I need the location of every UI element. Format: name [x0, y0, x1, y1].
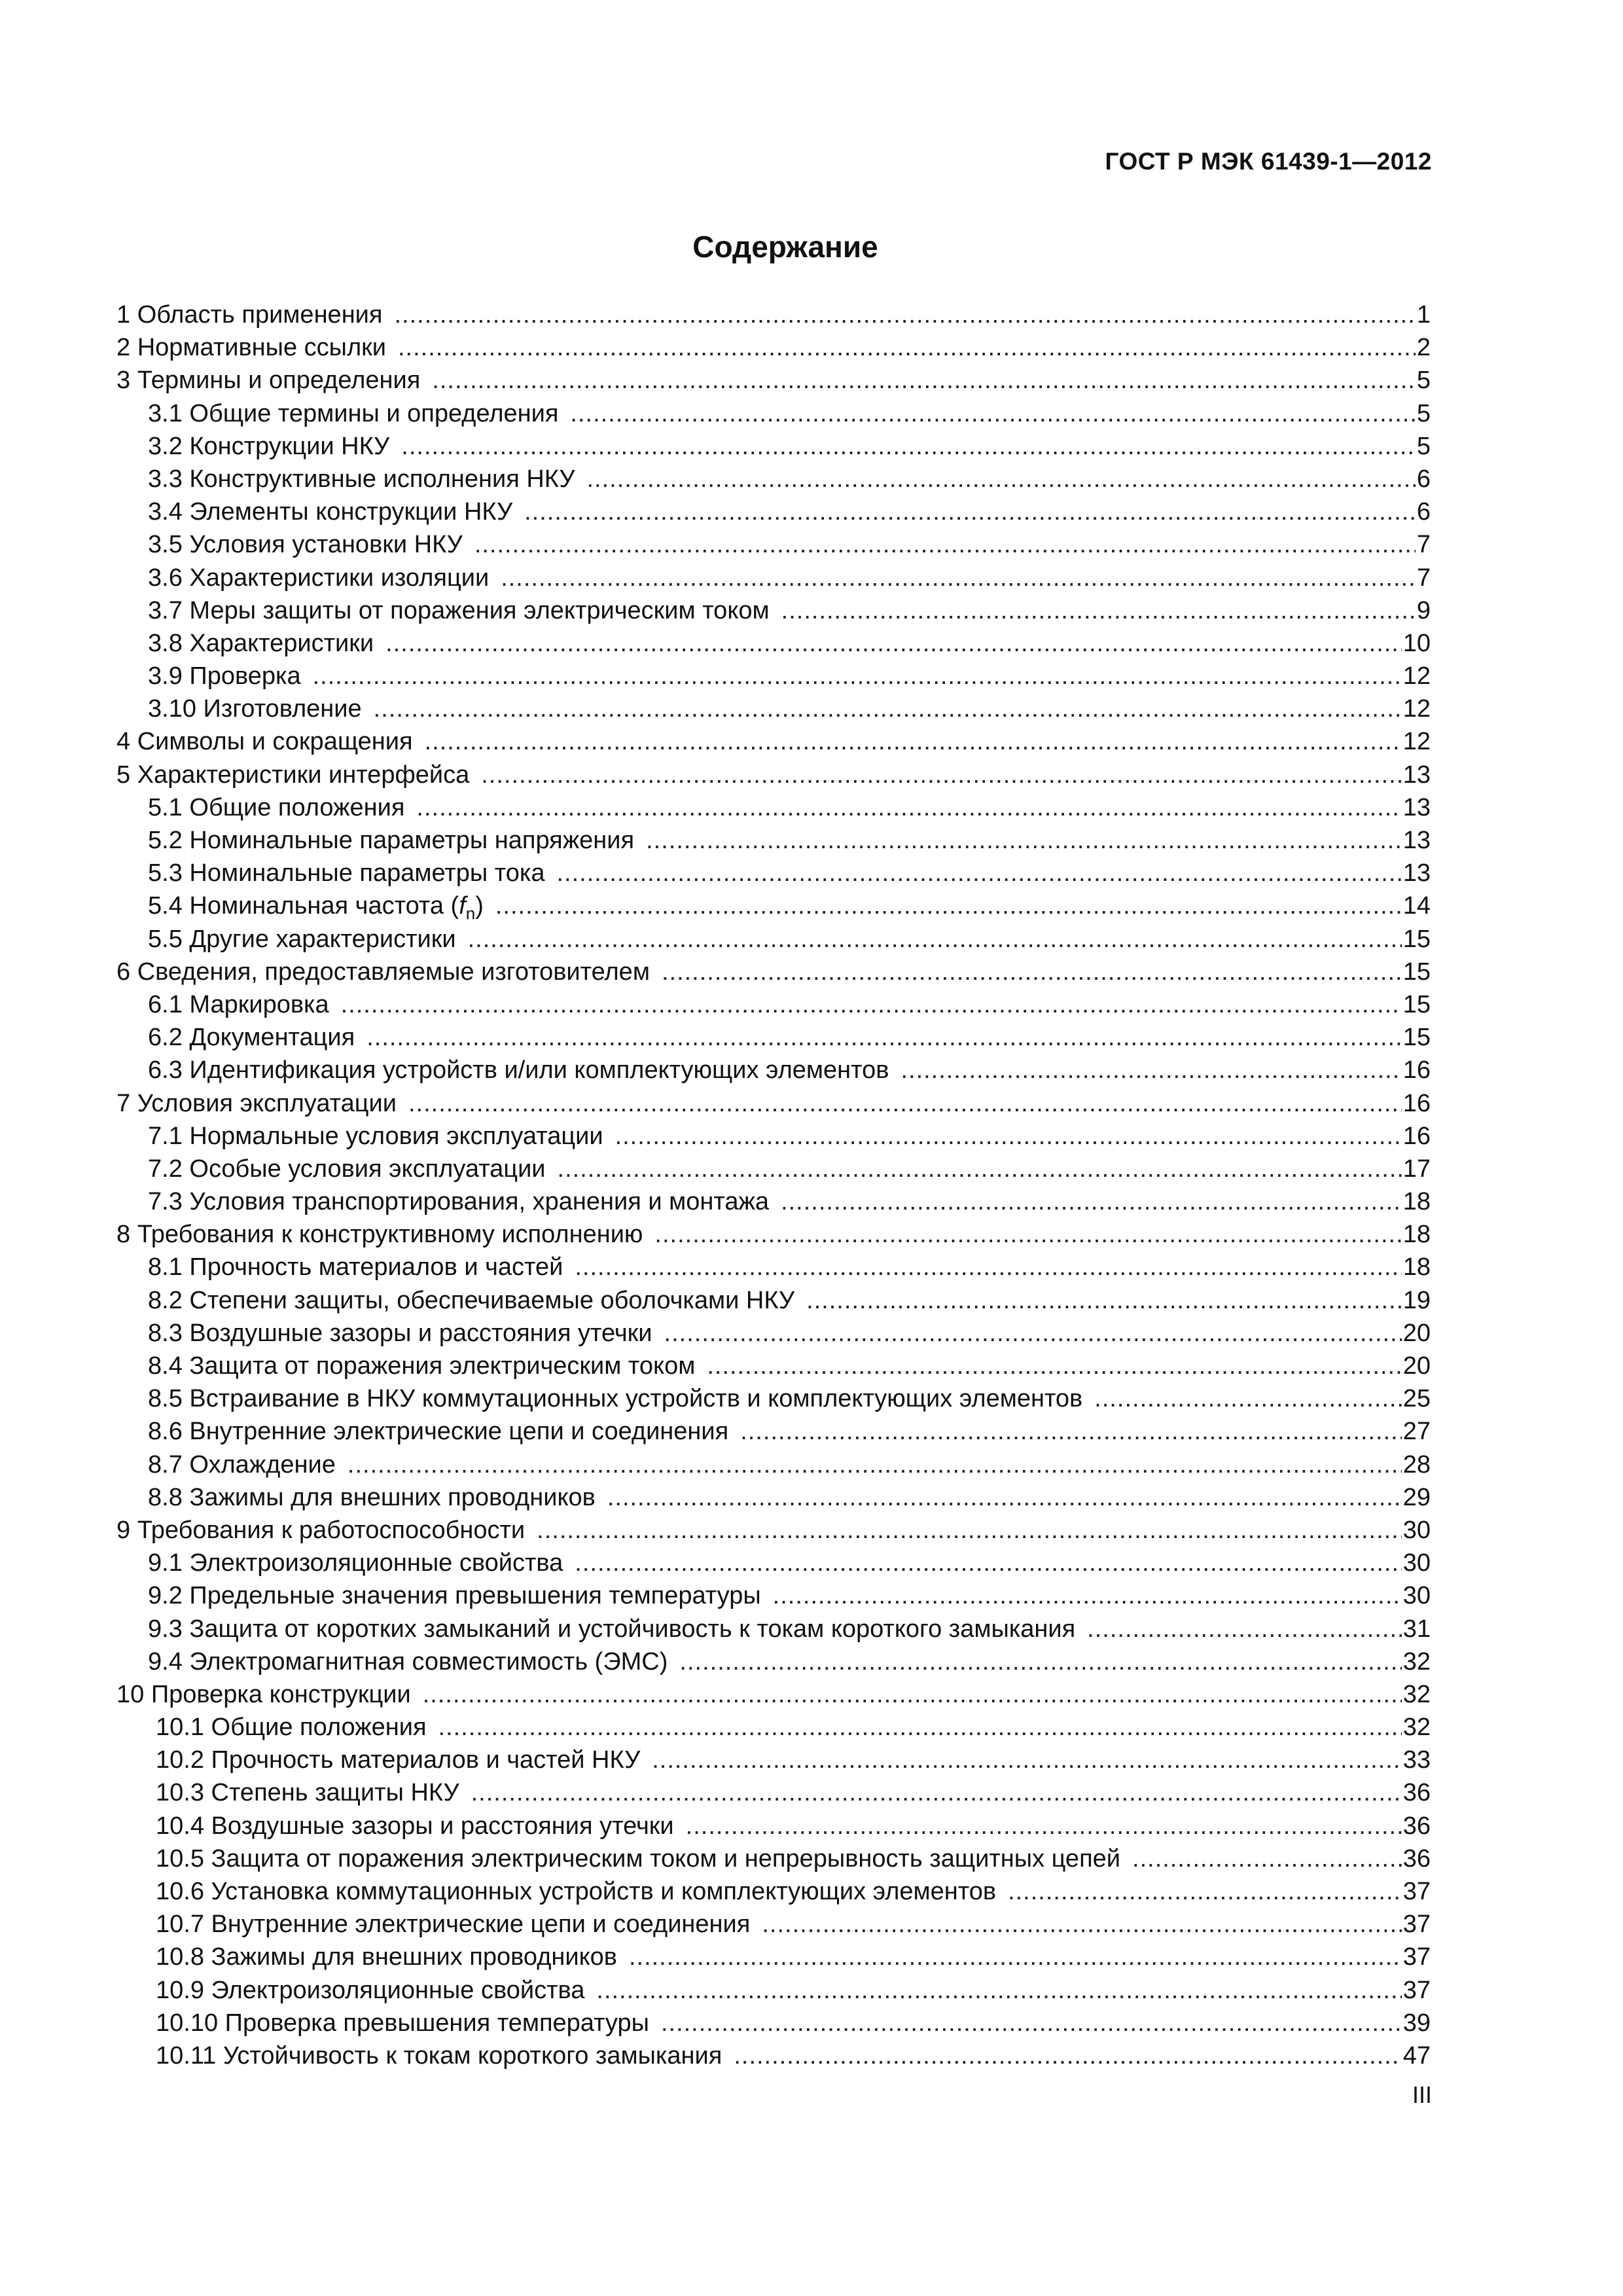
toc-entry-title: 8.4 Защита от поражения электрическим током	[148, 1352, 696, 1380]
toc-entry-title: 3.2 Конструкции НКУ	[148, 432, 390, 460]
toc-entry-page: 17	[1402, 1155, 1431, 1183]
toc-entry-page: 33	[1402, 1746, 1431, 1774]
toc-leader-dots	[468, 923, 1402, 956]
toc-entry-title: 10.9 Электроизоляционные свойства	[156, 1976, 585, 2004]
toc-entry[interactable]	[116, 2039, 1431, 2072]
toc-entry[interactable]	[116, 594, 1431, 627]
toc-entry-page: 14	[1402, 892, 1431, 920]
toc-entry-title: 7.2 Особые условия эксплуатации	[148, 1155, 546, 1183]
toc-entry-page: 16	[1402, 1089, 1431, 1117]
toc-entry-title: 8.8 Зажимы для внешних проводников	[148, 1483, 596, 1511]
toc-entry[interactable]	[116, 1415, 1431, 1448]
toc-entry[interactable]	[116, 364, 1431, 397]
toc-leader-dots	[773, 1579, 1402, 1612]
toc-leader-dots	[707, 1350, 1401, 1382]
toc-leader-dots	[662, 956, 1402, 988]
toc-leader-dots	[313, 660, 1402, 692]
toc-leader-dots	[438, 1711, 1402, 1744]
toc-entry-title: 5 Характеристики интерфейса	[116, 761, 470, 789]
toc-leader-dots	[1008, 1875, 1402, 1908]
toc-entry-title: 9.1 Электроизоляционные свойства	[148, 1549, 563, 1577]
toc-entry[interactable]	[116, 1350, 1431, 1382]
toc-entry[interactable]	[116, 1776, 1431, 1809]
page-number: III	[1412, 2081, 1432, 2108]
toc-entry-page: 36	[1402, 1779, 1431, 1807]
toc-entry-page: 5	[1416, 367, 1431, 395]
toc-entry-title: 6.2 Документация	[148, 1024, 355, 1052]
toc-entry-page: 12	[1402, 728, 1431, 756]
toc-entry[interactable]	[116, 1218, 1431, 1251]
toc-title: Содержание	[692, 230, 878, 264]
toc-entry[interactable]	[116, 1547, 1431, 1579]
toc-entry-page: 36	[1402, 1844, 1431, 1873]
toc-entry-title: 8.1 Прочность материалов и частей	[148, 1253, 563, 1282]
toc-entry[interactable]	[116, 1613, 1431, 1645]
toc-entry-page: 13	[1402, 859, 1431, 888]
toc-entry-page: 12	[1402, 662, 1431, 691]
toc-leader-dots	[394, 298, 1415, 331]
toc-leader-dots	[570, 397, 1415, 430]
toc-leader-dots	[596, 1974, 1401, 2007]
toc-entry-page: 2	[1416, 334, 1431, 362]
toc-entry-title: 3.9 Проверка	[148, 662, 301, 691]
toc-entry-page: 30	[1402, 1516, 1431, 1544]
toc-entry[interactable]	[116, 1941, 1431, 1973]
toc-entry-title: 5.1 Общие положения	[148, 793, 405, 821]
toc-entry[interactable]	[116, 331, 1431, 364]
toc-entry-page: 13	[1402, 793, 1431, 821]
toc-leader-dots	[537, 1514, 1402, 1547]
toc-leader-dots	[587, 463, 1416, 495]
toc-leader-dots	[348, 1448, 1402, 1481]
toc-entry-page: 12	[1402, 695, 1431, 723]
toc-leader-dots	[385, 627, 1402, 660]
toc-entry[interactable]	[116, 660, 1431, 692]
toc-entry-title: 4 Символы и сокращения	[116, 728, 413, 756]
toc-entry[interactable]	[116, 1054, 1431, 1086]
toc-entry-title: 5.5 Другие характеристики	[148, 925, 456, 953]
toc-entry-page: 7	[1416, 531, 1431, 559]
toc-entry-title: 8.5 Встраивание в НКУ коммутационных устройств и комплектующих элементов	[148, 1385, 1083, 1413]
toc-entry-page: 10	[1402, 629, 1431, 657]
toc-entry[interactable]	[116, 495, 1431, 528]
toc-leader-dots	[374, 692, 1402, 725]
toc-entry-page: 27	[1402, 1418, 1431, 1446]
toc-entry-title: 7.1 Нормальные условия эксплуатации	[148, 1122, 603, 1150]
toc-entry-title: 10.10 Проверка превышения температуры	[156, 2009, 649, 2037]
toc-entry[interactable]	[116, 2007, 1431, 2039]
toc-entry-page: 47	[1402, 2041, 1431, 2070]
toc-entry-title: 10 Проверка конструкции	[116, 1680, 411, 1708]
toc-leader-dots	[652, 1744, 1402, 1776]
toc-entry[interactable]	[116, 463, 1431, 495]
toc-entry-title: 3.3 Конструктивные исполнения НКУ	[148, 465, 575, 493]
toc-entry-page: 20	[1402, 1352, 1431, 1380]
toc-entry-page: 15	[1402, 958, 1431, 986]
toc-entry-page: 31	[1402, 1615, 1431, 1643]
toc-entry-page: 6	[1416, 465, 1431, 493]
toc-entry[interactable]	[116, 1284, 1431, 1317]
toc-entry[interactable]	[116, 1481, 1431, 1514]
toc-leader-dots	[558, 1153, 1402, 1185]
toc-entry-title: 9.2 Предельные значения превышения температуры	[148, 1582, 761, 1610]
toc-entry-page: 15	[1402, 990, 1431, 1018]
toc-leader-dots	[481, 759, 1402, 791]
toc-entry-title: 10.7 Внутренние электрические цепи и соединения	[156, 1910, 751, 1939]
toc-entry-title: 3.5 Условия установки НКУ	[148, 531, 463, 559]
toc-entry[interactable]	[116, 1448, 1431, 1481]
toc-entry[interactable]	[116, 1153, 1431, 1185]
toc-leader-dots	[575, 1251, 1401, 1283]
toc-entry[interactable]	[116, 1645, 1431, 1678]
toc-leader-dots	[398, 331, 1416, 364]
toc-entry-title: 10.4 Воздушные зазоры и расстояния утечки	[156, 1812, 674, 1840]
toc-entry-title: 3.4 Элементы конструкции НКУ	[148, 498, 513, 526]
toc-entry[interactable]	[116, 889, 1431, 922]
toc-leader-dots	[629, 1941, 1402, 1973]
toc-entry[interactable]	[116, 298, 1431, 331]
toc-entry[interactable]	[116, 725, 1431, 758]
toc-entry-page: 15	[1402, 1024, 1431, 1052]
toc-entry-title: 6.1 Маркировка	[148, 990, 329, 1018]
toc-entry[interactable]	[116, 1382, 1431, 1415]
toc-entry-page: 18	[1402, 1221, 1431, 1249]
toc-entry[interactable]	[116, 956, 1431, 988]
toc-entry[interactable]	[116, 1514, 1431, 1547]
toc-entry[interactable]	[116, 1842, 1431, 1875]
toc-leader-dots	[806, 1284, 1402, 1317]
toc-entry-page: 13	[1402, 827, 1431, 854]
toc-entry-page: 6	[1416, 498, 1431, 526]
toc-leader-dots	[556, 857, 1401, 889]
toc-entry-page: 5	[1416, 399, 1431, 427]
toc-leader-dots	[1132, 1842, 1402, 1875]
toc-entry[interactable]	[116, 528, 1431, 561]
toc-entry-title: 10.2 Прочность материалов и частей НКУ	[156, 1746, 641, 1774]
toc-leader-dots	[471, 1776, 1402, 1809]
toc-leader-dots	[423, 1678, 1402, 1711]
toc-entry-title: 10.5 Защита от поражения электрическим током и непрерывность защитных цепей	[156, 1844, 1121, 1873]
toc-entry-page: 15	[1402, 925, 1431, 953]
toc-entry-page: 1	[1416, 301, 1431, 329]
toc-entry-page: 20	[1402, 1319, 1431, 1347]
toc-entry-title: 3 Термины и определения	[116, 367, 421, 395]
toc-entry-page: 5	[1416, 432, 1431, 460]
toc-leader-dots	[781, 594, 1416, 627]
toc-leader-dots	[416, 791, 1401, 824]
toc-leader-dots	[762, 1908, 1401, 1941]
toc-leader-dots	[401, 430, 1416, 463]
toc-entry[interactable]	[116, 1974, 1431, 2007]
toc-leader-dots	[408, 1087, 1402, 1120]
toc-entry-title: 10.1 Общие положения	[156, 1713, 427, 1742]
toc-leader-dots	[425, 725, 1402, 758]
toc-leader-dots	[679, 1645, 1401, 1678]
toc-leader-dots	[661, 2007, 1402, 2039]
toc-leader-dots	[575, 1547, 1401, 1579]
toc-entry-title: 7.3 Условия транспортирования, хранения и монтажа	[148, 1188, 770, 1216]
toc-leader-dots	[341, 988, 1402, 1021]
toc-entry-page: 37	[1402, 1910, 1431, 1939]
toc-entry[interactable]	[116, 1251, 1431, 1283]
toc-entry[interactable]	[116, 1579, 1431, 1612]
toc-leader-dots	[654, 1218, 1401, 1251]
toc-entry-title: 3.1 Общие термины и определения	[148, 399, 559, 427]
toc-entry-title: 8.3 Воздушные зазоры и расстояния утечки	[148, 1319, 652, 1347]
toc-leader-dots	[366, 1021, 1401, 1054]
toc-entry[interactable]	[116, 759, 1431, 791]
toc-entry-title: 7 Условия эксплуатации	[116, 1089, 397, 1117]
toc-entry-title: 6.3 Идентификация устройств и/или комплектующих элементов	[148, 1056, 889, 1085]
toc-entry[interactable]	[116, 988, 1431, 1021]
table-of-contents	[116, 298, 1431, 2072]
toc-entry-page: 18	[1402, 1253, 1431, 1282]
toc-entry[interactable]	[116, 1875, 1431, 1908]
toc-leader-dots	[901, 1054, 1401, 1086]
toc-entry[interactable]	[116, 1810, 1431, 1842]
toc-entry-title: 3.10 Изготовление	[148, 695, 362, 723]
toc-entry-title: 8 Требования к конструктивному исполнению	[116, 1221, 643, 1249]
toc-leader-dots	[607, 1481, 1402, 1514]
toc-leader-dots	[524, 495, 1416, 528]
toc-entry[interactable]	[116, 430, 1431, 463]
toc-entry-title: 3.6 Характеристики изоляции	[148, 564, 490, 592]
toc-leader-dots	[740, 1415, 1402, 1448]
toc-entry-page: 29	[1402, 1483, 1431, 1511]
toc-entry[interactable]	[116, 1185, 1431, 1218]
document-designation: ГОСТ Р МЭК 61439-1—2012	[1105, 148, 1432, 175]
toc-leader-dots	[1094, 1382, 1401, 1415]
toc-entry-title: 8.2 Степени защиты, обеспечиваемые оболочками НКУ	[148, 1286, 795, 1314]
toc-entry[interactable]	[116, 857, 1431, 889]
toc-entry-page: 13	[1402, 761, 1431, 789]
toc-entry-page: 39	[1402, 2009, 1431, 2037]
toc-entry[interactable]	[116, 1317, 1431, 1350]
toc-leader-dots	[432, 364, 1416, 397]
toc-entry[interactable]	[116, 791, 1431, 824]
toc-entry[interactable]	[116, 1087, 1431, 1120]
toc-entry-page: 28	[1402, 1450, 1431, 1479]
toc-entry-title: 10.8 Зажимы для внешних проводников	[156, 1943, 617, 1971]
toc-entry-title: 8.7 Охлаждение	[148, 1450, 336, 1479]
toc-leader-dots	[734, 2039, 1401, 2072]
toc-entry-title: 1 Область применения	[116, 301, 383, 329]
toc-entry-title: 9.3 Защита от коротких замыканий и устойчивость к токам короткого замыкания	[148, 1615, 1076, 1643]
toc-entry-title: 10.3 Степень защиты НКУ	[156, 1779, 459, 1807]
toc-entry-title: 2 Нормативные ссылки	[116, 334, 386, 362]
toc-entry-page: 32	[1402, 1713, 1431, 1742]
toc-entry-page: 25	[1402, 1385, 1431, 1413]
toc-leader-dots	[646, 824, 1402, 857]
toc-entry-page: 30	[1402, 1549, 1431, 1577]
toc-entry-page: 9	[1416, 596, 1431, 624]
toc-entry-title: 5.2 Номинальные параметры напряжения	[148, 827, 635, 854]
toc-entry[interactable]	[116, 923, 1431, 956]
toc-entry-page: 32	[1402, 1680, 1431, 1708]
toc-entry-title: 10.11 Устойчивость к токам короткого замыкания	[156, 2041, 722, 2070]
toc-leader-dots	[495, 889, 1402, 922]
toc-entry-page: 16	[1402, 1122, 1431, 1150]
toc-entry-title: 6 Сведения, предоставляемые изготовителем	[116, 958, 650, 986]
toc-leader-dots	[474, 528, 1416, 561]
toc-entry-page: 7	[1416, 564, 1431, 592]
toc-entry-page: 30	[1402, 1582, 1431, 1610]
toc-entry-title: 3.7 Меры защиты от поражения электрическим током	[148, 596, 770, 624]
toc-entry-title: 9.4 Электромагнитная совместимость (ЭМС)	[148, 1647, 668, 1676]
toc-entry-page: 18	[1402, 1188, 1431, 1216]
toc-entry-page: 37	[1402, 1878, 1431, 1905]
toc-entry[interactable]	[116, 562, 1431, 594]
toc-entry[interactable]	[116, 627, 1431, 660]
toc-entry[interactable]	[116, 1120, 1431, 1153]
toc-entry-title: 10.6 Установка коммутационных устройств и комплектующих элементов	[156, 1878, 997, 1905]
toc-entry-title: 8.6 Внутренние электрические цепи и соединения	[148, 1418, 729, 1446]
toc-leader-dots	[615, 1120, 1402, 1153]
toc-entry[interactable]	[116, 1711, 1431, 1744]
toc-entry[interactable]	[116, 692, 1431, 725]
toc-entry-page: 16	[1402, 1056, 1431, 1085]
toc-entry[interactable]	[116, 824, 1431, 857]
toc-entry-page: 37	[1402, 1976, 1431, 2004]
toc-entry-page: 19	[1402, 1286, 1431, 1314]
toc-entry-title: 5.3 Номинальные параметры тока	[148, 859, 545, 888]
toc-entry-title: 5.4 Номинальная частота $(f_n)$	[148, 892, 484, 924]
toc-entry[interactable]	[116, 397, 1431, 430]
toc-leader-dots	[686, 1810, 1402, 1842]
toc-leader-dots	[781, 1185, 1402, 1218]
toc-entry-page: 36	[1402, 1812, 1431, 1840]
toc-entry[interactable]	[116, 1908, 1431, 1941]
toc-entry-title: 9 Требования к работоспособности	[116, 1516, 526, 1544]
toc-entry[interactable]	[116, 1021, 1431, 1054]
toc-entry[interactable]	[116, 1744, 1431, 1776]
toc-leader-dots	[664, 1317, 1402, 1350]
toc-entry-title: 3.8 Характеристики	[148, 629, 374, 657]
toc-entry-page: 37	[1402, 1943, 1431, 1971]
toc-entry[interactable]	[116, 1678, 1431, 1711]
toc-entry-page: 32	[1402, 1647, 1431, 1676]
toc-leader-dots	[501, 562, 1416, 594]
toc-leader-dots	[1087, 1613, 1402, 1645]
